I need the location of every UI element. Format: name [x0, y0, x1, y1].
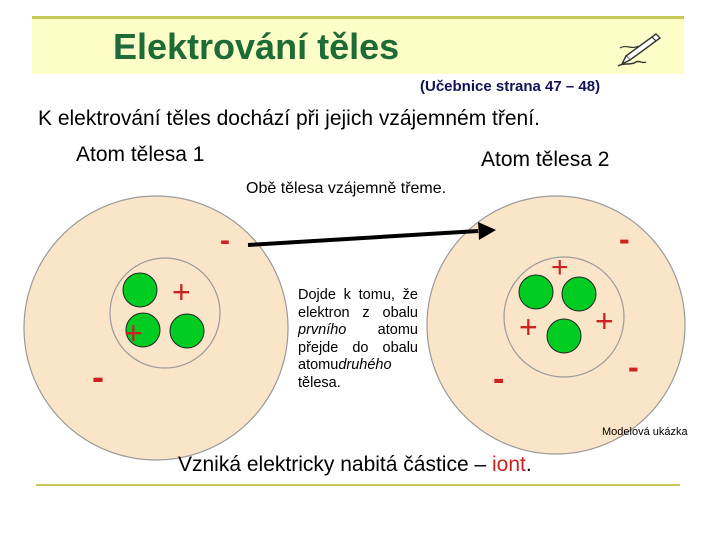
explanation-part: atomu přejde do obalu atomu	[298, 322, 418, 373]
atom-1-plus-sign: +	[124, 315, 143, 351]
bottom-rule	[36, 484, 680, 486]
atom-1-neutron	[170, 314, 204, 348]
atom-2-electron: -	[628, 349, 639, 385]
atom-2-label: Atom tělesa 2	[481, 148, 610, 171]
ion-term: iont	[491, 453, 526, 476]
explanation-first-emphasis: prvního	[298, 322, 347, 338]
atom-2-proton	[547, 319, 581, 353]
atom-2-electron-received: -	[493, 360, 505, 398]
conclusion-suffix: .	[525, 453, 532, 476]
model-note: Modelová ukázka	[602, 426, 688, 438]
intro-text: K elektrování těles dochází při jejich vzájemném tření.	[38, 107, 540, 130]
conclusion-prefix: Vzniká elektricky nabitá částice –	[178, 453, 492, 476]
rubbing-caption: Obě tělesa vzájemně třeme.	[246, 180, 447, 197]
slide-title: Elektrování těles	[113, 26, 400, 67]
atom-1-electron-transferred: -	[220, 224, 230, 257]
explanation-part: Dojde k tomu, že elektron z obalu	[298, 287, 418, 321]
explanation-part: tělesa.	[298, 374, 341, 391]
atom-1-electron: -	[92, 356, 104, 397]
atom-1-nucleus-area	[110, 258, 220, 368]
explanation-second-emphasis: druhého	[338, 357, 392, 373]
atom-1-plus-sign: +	[172, 274, 191, 310]
transfer-arrow-line	[248, 231, 478, 245]
textbook-reference: (Učebnice strana 47 – 48)	[420, 78, 601, 95]
atom-1-label: Atom tělesa 1	[76, 143, 205, 166]
atom-2-neutron	[519, 275, 553, 309]
conclusion-text	[178, 453, 532, 477]
atom-2-plus-sign: +	[519, 309, 538, 345]
atom-2-plus-sign: +	[595, 303, 614, 339]
atom-2-plus-sign: +	[551, 251, 569, 284]
atom-1-proton	[123, 273, 157, 307]
atom-2-electron: -	[619, 221, 630, 257]
explanation-text	[298, 287, 418, 392]
